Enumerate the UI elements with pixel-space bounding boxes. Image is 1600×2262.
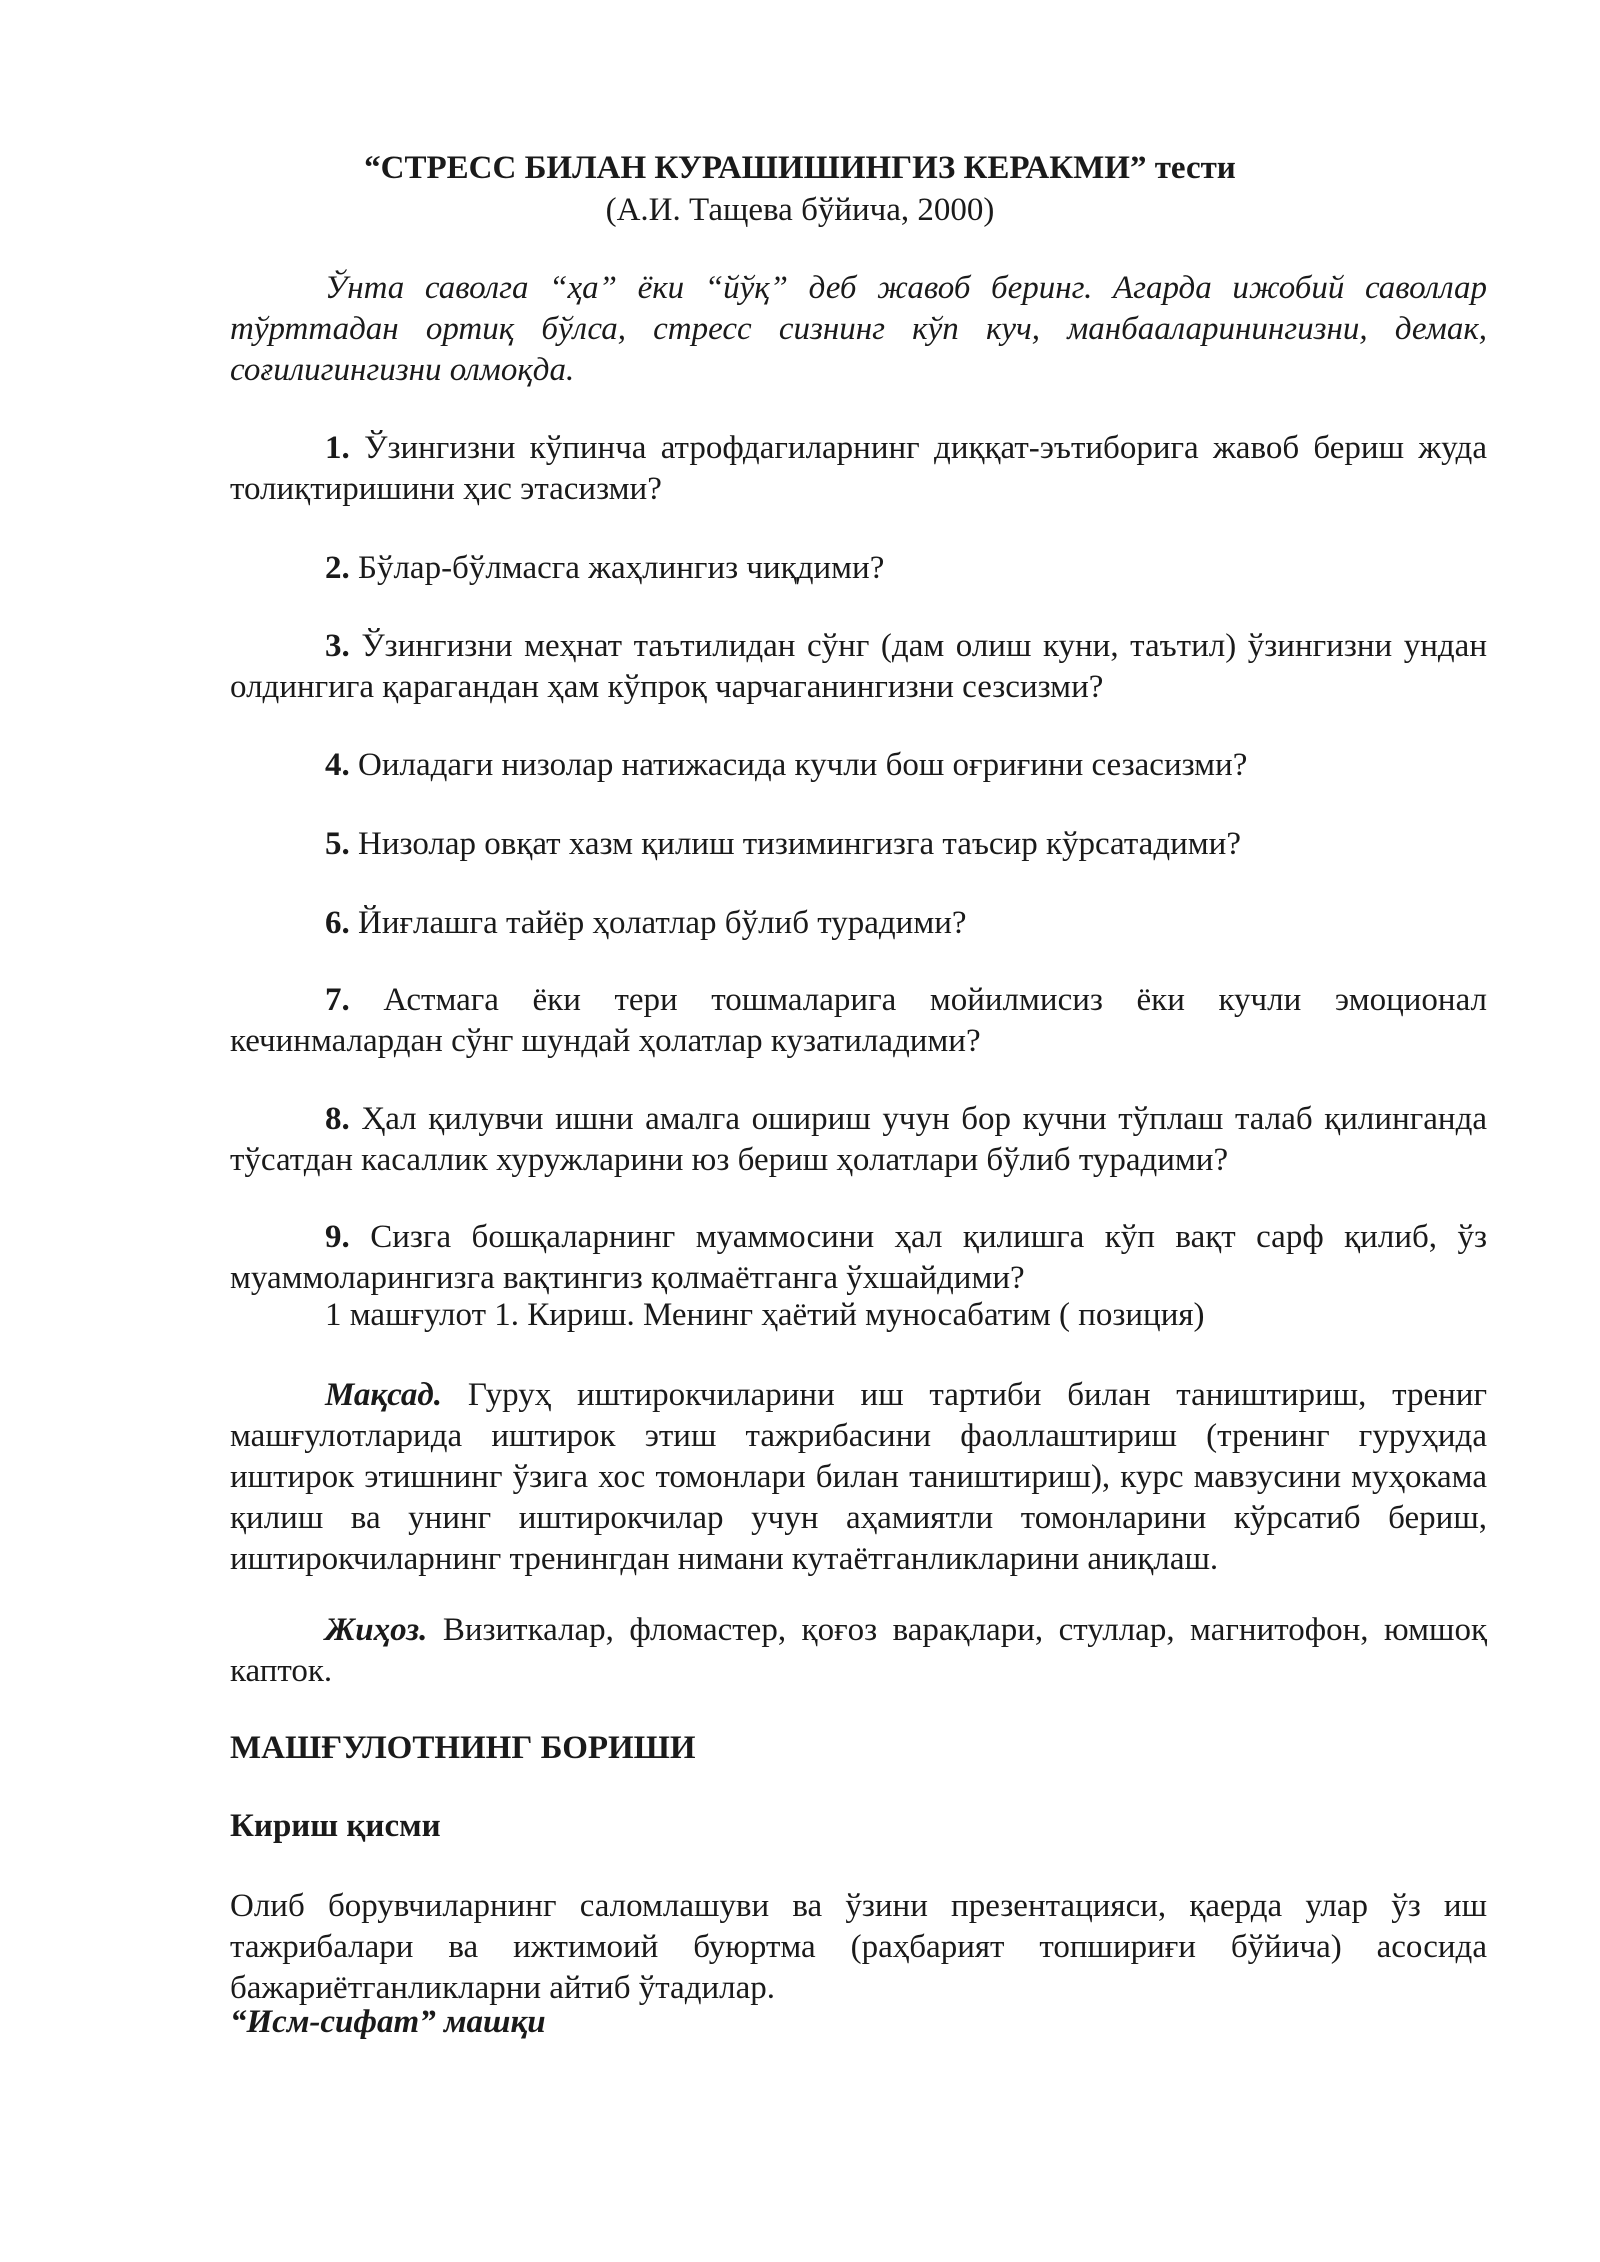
question-text: Ҳал қилувчи ишни амалга ошириш учун бор кучни тўплаш талаб қилинганда тўсатдан касаллик хуружларини юз бериш ҳолатлари бўлиб турадими?: [230, 1101, 1488, 1178]
section-heading-main: МАШҒУЛОТНИНГ БОРИШИ: [230, 1730, 696, 1766]
question-text: Ўзингизни кўпинча атрофдагиларнинг диққат-эътиборига жавоб бериш жуда толиқтиришини ҳис этасизми?: [230, 430, 1487, 507]
question-number: 8.: [325, 1101, 350, 1137]
document-title: “СТРЕСС БИЛАН КУРАШИШИНГИЗ КЕРАКМИ” тести: [364, 150, 1236, 186]
question-3: [230, 626, 1487, 708]
question-4: [230, 745, 1487, 786]
question-text: Астмага ёки тери тошмаларига мойилмисиз ёки кучли эмоционал кечинмалардан сўнг шундай ҳолатлар кузатиладими?: [230, 982, 1487, 1059]
question-5: [230, 824, 1487, 865]
goal-term: Мақсад.: [325, 1377, 443, 1413]
instruction-paragraph: Ўнта саволга “ҳа” ёки “йўқ” деб жавоб беринг. Агарда ижобий саволлар тўрттадан ортиқ бўлса, стресс сизнинг кўп куч, манбааларинингизни, демак, соғилигингизни олмоқда.: [230, 270, 1487, 388]
question-number: 5.: [325, 826, 350, 862]
section-heading-intro: Кириш қисми: [230, 1808, 441, 1844]
question-9: [230, 1217, 1487, 1299]
question-8: [230, 1099, 1487, 1181]
document-subtitle: (А.И. Тащева бўйича, 2000): [605, 192, 995, 228]
equipment-term: Жиҳоз.: [325, 1612, 428, 1648]
question-number: 4.: [325, 747, 350, 783]
question-number: 9.: [325, 1219, 350, 1255]
goal-text: Гуруҳ иштирокчиларини иш тартиби билан таништириш, трениг машғулотларида иштирок этиш тажрибасини фаоллаштириш (тренинг гуруҳида иштирок этишнинг ўзига хос томонлари билан таништириш), курс мавзусини муҳокама қилиш ва унинг иштирокчилар учун аҳамиятли томонларини кўрсатиб бериш, иштирокчиларнинг тренингдан нимани кутаётганликларини аниқлаш.: [230, 1377, 1487, 1577]
question-number: 2.: [325, 550, 350, 586]
goal-paragraph: [230, 1375, 1487, 1580]
question-number: 1.: [325, 430, 350, 466]
question-number: 3.: [325, 628, 350, 664]
question-1: [230, 428, 1487, 510]
intro-paragraph: Олиб борувчиларнинг саломлашуви ва ўзини презентацияси, қаерда улар ўз иш тажрибалари ва ижтимоий буюртма (раҳбарият топшириғи бўйича) асосида бажариётганликларни айтиб ўтадилар.: [230, 1888, 1487, 2006]
question-2: [230, 548, 1487, 589]
question-text: Бўлар-бўлмасга жаҳлингиз чиқдими?: [358, 550, 885, 586]
equipment-text: Визиткалар, фломастер, қоғоз варақлари, стуллар, магнитофон, юмшоқ капток.: [230, 1612, 1487, 1689]
question-7: [230, 980, 1487, 1062]
question-text: Сизга бошқаларнинг муаммосини ҳал қилишга кўп вақт сарф қилиб, ўз муаммоларингизга вақтингиз қолмаётганга ўхшайдими?: [230, 1219, 1488, 1296]
question-number: 7.: [325, 982, 350, 1018]
question-text: Оиладаги низолар натижасида кучли бош оғриғини сезасизми?: [358, 747, 1248, 783]
question-6: [230, 903, 1487, 944]
question-number: 6.: [325, 905, 350, 941]
question-text: Ўзингизни меҳнат таътилидан сўнг (дам олиш куни, таътил) ўзингизни ундан олдингига қарагандан ҳам кўпроқ чарчаганингизни сезсизми?: [230, 628, 1487, 705]
question-text: Йиғлашга тайёр ҳолатлар бўлиб турадими?: [358, 905, 967, 941]
equipment-paragraph: [230, 1610, 1487, 1692]
exercise-heading: “Исм-сифат” машқи: [230, 2004, 546, 2040]
question-text: Низолар овқат хазм қилиш тизимингизга таъсир кўрсатадими?: [358, 826, 1241, 862]
session-line: 1 машғулот 1. Кириш. Менинг ҳаётий муносабатим ( позиция): [325, 1297, 1205, 1333]
